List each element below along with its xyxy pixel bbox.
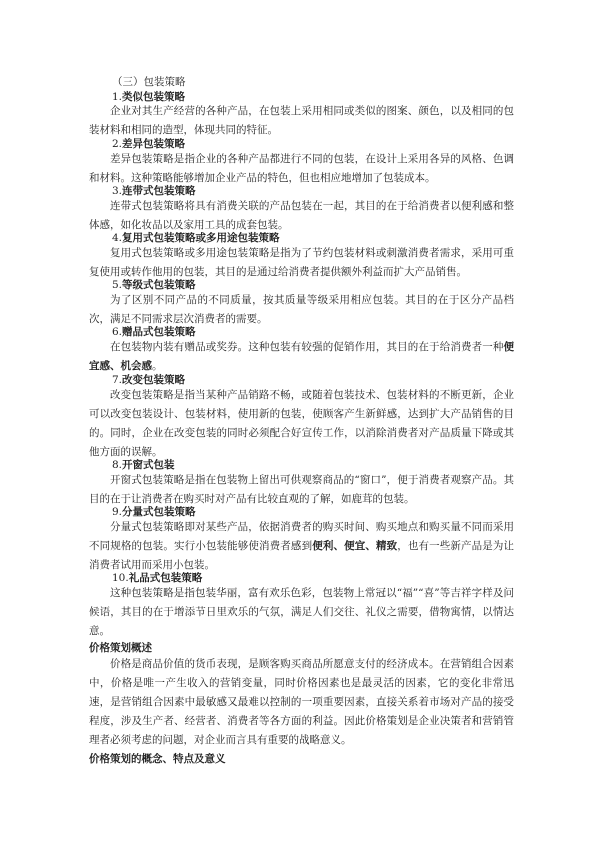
- item-heading-10: [112, 571, 202, 585]
- item-body-9: [89, 518, 514, 575]
- body-emphasis: 便利、便宜、精致: [312, 540, 398, 552]
- item-body-4: 复用式包装策略或多用途包装策略是指为了节约包装材料或刺激消费者需求，采用可重复使用或转作他用的包装，其目的是通过给消费者提供额外利益而扩大产品销售。: [89, 247, 514, 278]
- item-number: 6.: [112, 326, 123, 338]
- item-body-1: 企业对其生产经营的各种产品，在包装上采用相同或类似的图案、颜色，以及相同的包装材料和相同的造型，体现共同的特征。: [89, 105, 514, 136]
- item-heading-5: [112, 278, 196, 292]
- item-number: 1.: [112, 91, 123, 103]
- item-body-6: [89, 338, 514, 376]
- item-number: 4.: [112, 232, 123, 244]
- item-title: 赠品式包装策略: [122, 326, 196, 338]
- body-emphasis: 便宜感、机会感: [89, 341, 514, 372]
- item-body-5: 为了区别不同产品的不同质量，按其质量等级采用相应包装。其目的在于区分产品档次，满足不同需求层次消费者的需要。: [89, 294, 514, 325]
- item-heading-7: [112, 373, 185, 387]
- item-title: 复用式包装策略或多用途包装策略: [122, 232, 280, 244]
- body-text: ，也有一些新产品是为让消费者试用而采用小包装。: [89, 540, 515, 571]
- item-body-8: 开窗式包装策略是指在包装物上留出可供观察商品的“窗口”，便于消费者观察产品。其目的在于让消费者在购买时对产品有比较直观的了解，如鹿茸的包装。: [89, 474, 514, 505]
- item-heading-6: [112, 325, 196, 339]
- item-heading-8: [112, 458, 175, 472]
- item-title: 礼品式包装策略: [128, 572, 203, 584]
- item-number: 2.: [112, 138, 123, 150]
- item-title: 等级式包装策略: [122, 279, 196, 291]
- body-text: 分量式包装策略即对某些产品，依据消费者的购买时间、购买地点和购买量不同而采用不同规格的包装。实行小包装能够使消费者感到: [89, 521, 514, 552]
- item-body-7: 改变包装策略是指当某种产品销路不畅，或随着包装技术、包装材料的不断更新，企业可以改变包装设计、包装材料，使用新的包装，使顾客产生新鲜感，达到扩大产品销售的目的。同时，企业在改变包装的同时必须配合好宣传工作，以消除消费者对产品质量下降或其他方面的误解。: [89, 389, 514, 458]
- item-title: 改变包装策略: [122, 374, 186, 386]
- price-section-title: 价格策划概述: [89, 642, 152, 654]
- item-body-10: 这种包装策略是指包装华丽，富有欢乐色彩，包装物上常冠以“福”“喜”等吉祥字样及问候语，其目的在于增添节日里欢乐的气氛，满足人们交往、礼仪之需要，借物寓情，以情达意。: [89, 587, 514, 637]
- body-text: 。: [152, 360, 163, 372]
- body-text: 在包装物内装有赠品或奖券。这种包装有较强的促销作用，其目的在于给消费者一种: [110, 341, 504, 353]
- item-number: 3.: [112, 185, 123, 197]
- item-number: 8.: [112, 459, 123, 471]
- item-body-2: 差异包装策略是指企业的各种产品都进行不同的包装，在设计上采用各异的风格、色调和材料。这种策略能够增加企业产品的特色，但也相应地增加了包装成本。: [89, 153, 514, 184]
- item-heading-9: [112, 505, 196, 519]
- item-body-3: 连带式包装策略将具有消费关联的产品包装在一起，其目的在于给消费者以便利感和整体感，如化妆品以及家用工具的成套包装。: [89, 200, 514, 231]
- price-section-body: 价格是商品价值的货币表现，是顾客购买商品所愿意支付的经济成本。在营销组合因素中，价格是唯一产生收入的营销变量，同时价格因素也是最灵活的因素，它的变化非常迅速，是营销组合因素中最敏感又最难以控制的一项重要因素，直接关系着市场对产品的接受程度，涉及生产者、经营者、消费者等各方面的利益。因此价格策划是企业决策者和营销管理者必须考虑的问题，对企业而言具有重要的战略意义。: [89, 658, 514, 746]
- item-title: 类似包装策略: [122, 91, 186, 103]
- item-title: 连带式包装策略: [122, 185, 196, 197]
- section-title: （三）包装策略: [112, 76, 186, 88]
- item-title: 差异包装策略: [122, 138, 186, 150]
- concept-section-title: 价格策划的概念、特点及意义: [89, 753, 226, 765]
- item-number: 10.: [112, 572, 129, 584]
- item-heading-2: [112, 137, 185, 151]
- item-heading-3: [112, 184, 196, 198]
- item-title: 分量式包装策略: [122, 506, 196, 518]
- item-number: 9.: [112, 506, 123, 518]
- item-heading-4: [112, 231, 280, 245]
- item-number: 5.: [112, 279, 123, 291]
- item-title: 开窗式包装: [122, 459, 175, 471]
- item-number: 7.: [112, 374, 123, 386]
